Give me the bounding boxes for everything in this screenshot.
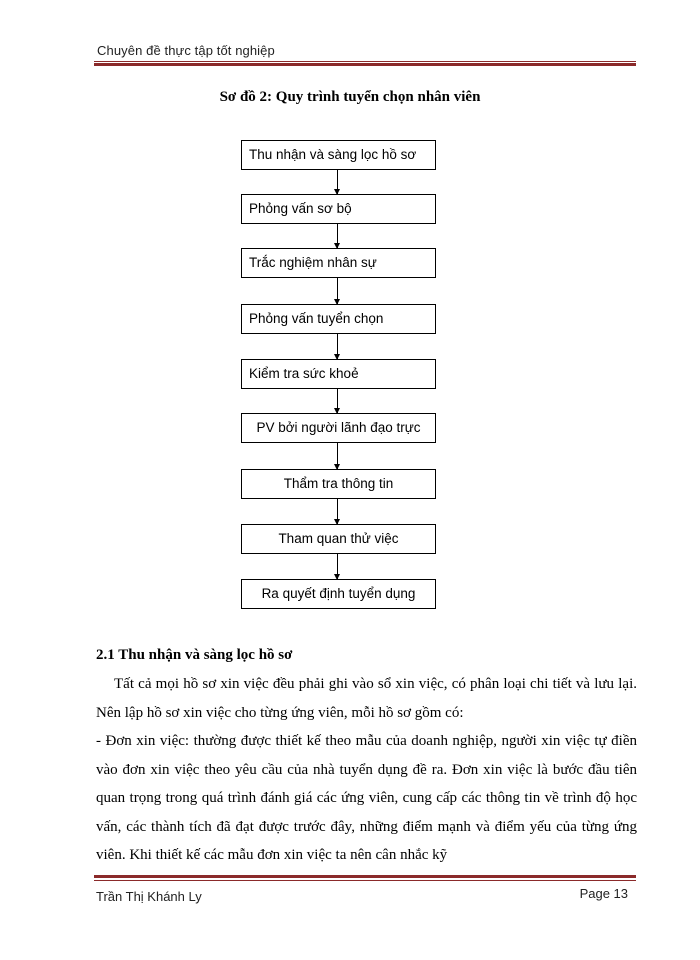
flow-step-8: Tham quan thử việc [241,524,436,554]
footer-author: Trần Thị Khánh Ly [96,889,202,904]
flow-step-3: Trắc nghiệm nhân sự [241,248,436,278]
flow-step-9: Ra quyết định tuyển dụng [241,579,436,609]
header-rule-thick [94,63,636,66]
flow-arrow-5 [337,389,338,413]
header-rule-thin [94,61,636,62]
flow-arrow-6 [337,443,338,469]
diagram-title: Sơ đồ 2: Quy trình tuyển chọn nhân viên [219,89,481,105]
flow-arrow-2 [337,224,338,248]
flow-arrow-8 [337,554,338,579]
section-heading: 2.1 Thu nhận và sàng lọc hồ sơ [96,647,293,663]
body-paragraph-2: - Đơn xin việc: thường được thiết kế theo mẫu của doanh nghiệp, người xin việc tự điền vào đơn xin việc theo yêu cầu của nhà tuyển dụng đề ra. Đơn xin việc là bước đầu tiên quan trọng trong quá trình đánh giá các ứng viên, cung cấp các thông tin về trình độ học vấn, các thành tích đã đạt được trước đây, những điểm mạnh và điểm yếu của từng ứng viên. Khi thiết kế các mẫu đơn xin việc ta nên cân nhắc kỹ [96,733,637,864]
flow-step-4: Phỏng vấn tuyển chọn [241,304,436,334]
flow-arrow-4 [337,334,338,359]
footer-rule-thin [94,880,636,881]
body-paragraph-1: Tất cả mọi hồ sơ xin việc đều phải ghi vào sổ xin việc, có phân loại chi tiết và lưu lại. Nên lập hồ sơ xin việc cho từng ứng viên, mỗi hồ sơ gồm có: [96,676,637,721]
flow-arrow-7 [337,499,338,524]
page-header-title: Chuyên đề thực tập tốt nghiệp [97,43,275,58]
flow-step-7: Thẩm tra thông tin [241,469,436,499]
flow-step-2: Phỏng vấn sơ bộ [241,194,436,224]
flow-arrow-3 [337,278,338,304]
footer-rule-thick [94,875,636,878]
flow-arrow-1 [337,170,338,194]
flow-step-6: PV bởi người lãnh đạo trực [241,413,436,443]
flow-step-5: Kiểm tra sức khoẻ [241,359,436,389]
footer-page-number: Page 13 [579,886,628,901]
flow-step-1: Thu nhận và sàng lọc hồ sơ [241,140,436,170]
